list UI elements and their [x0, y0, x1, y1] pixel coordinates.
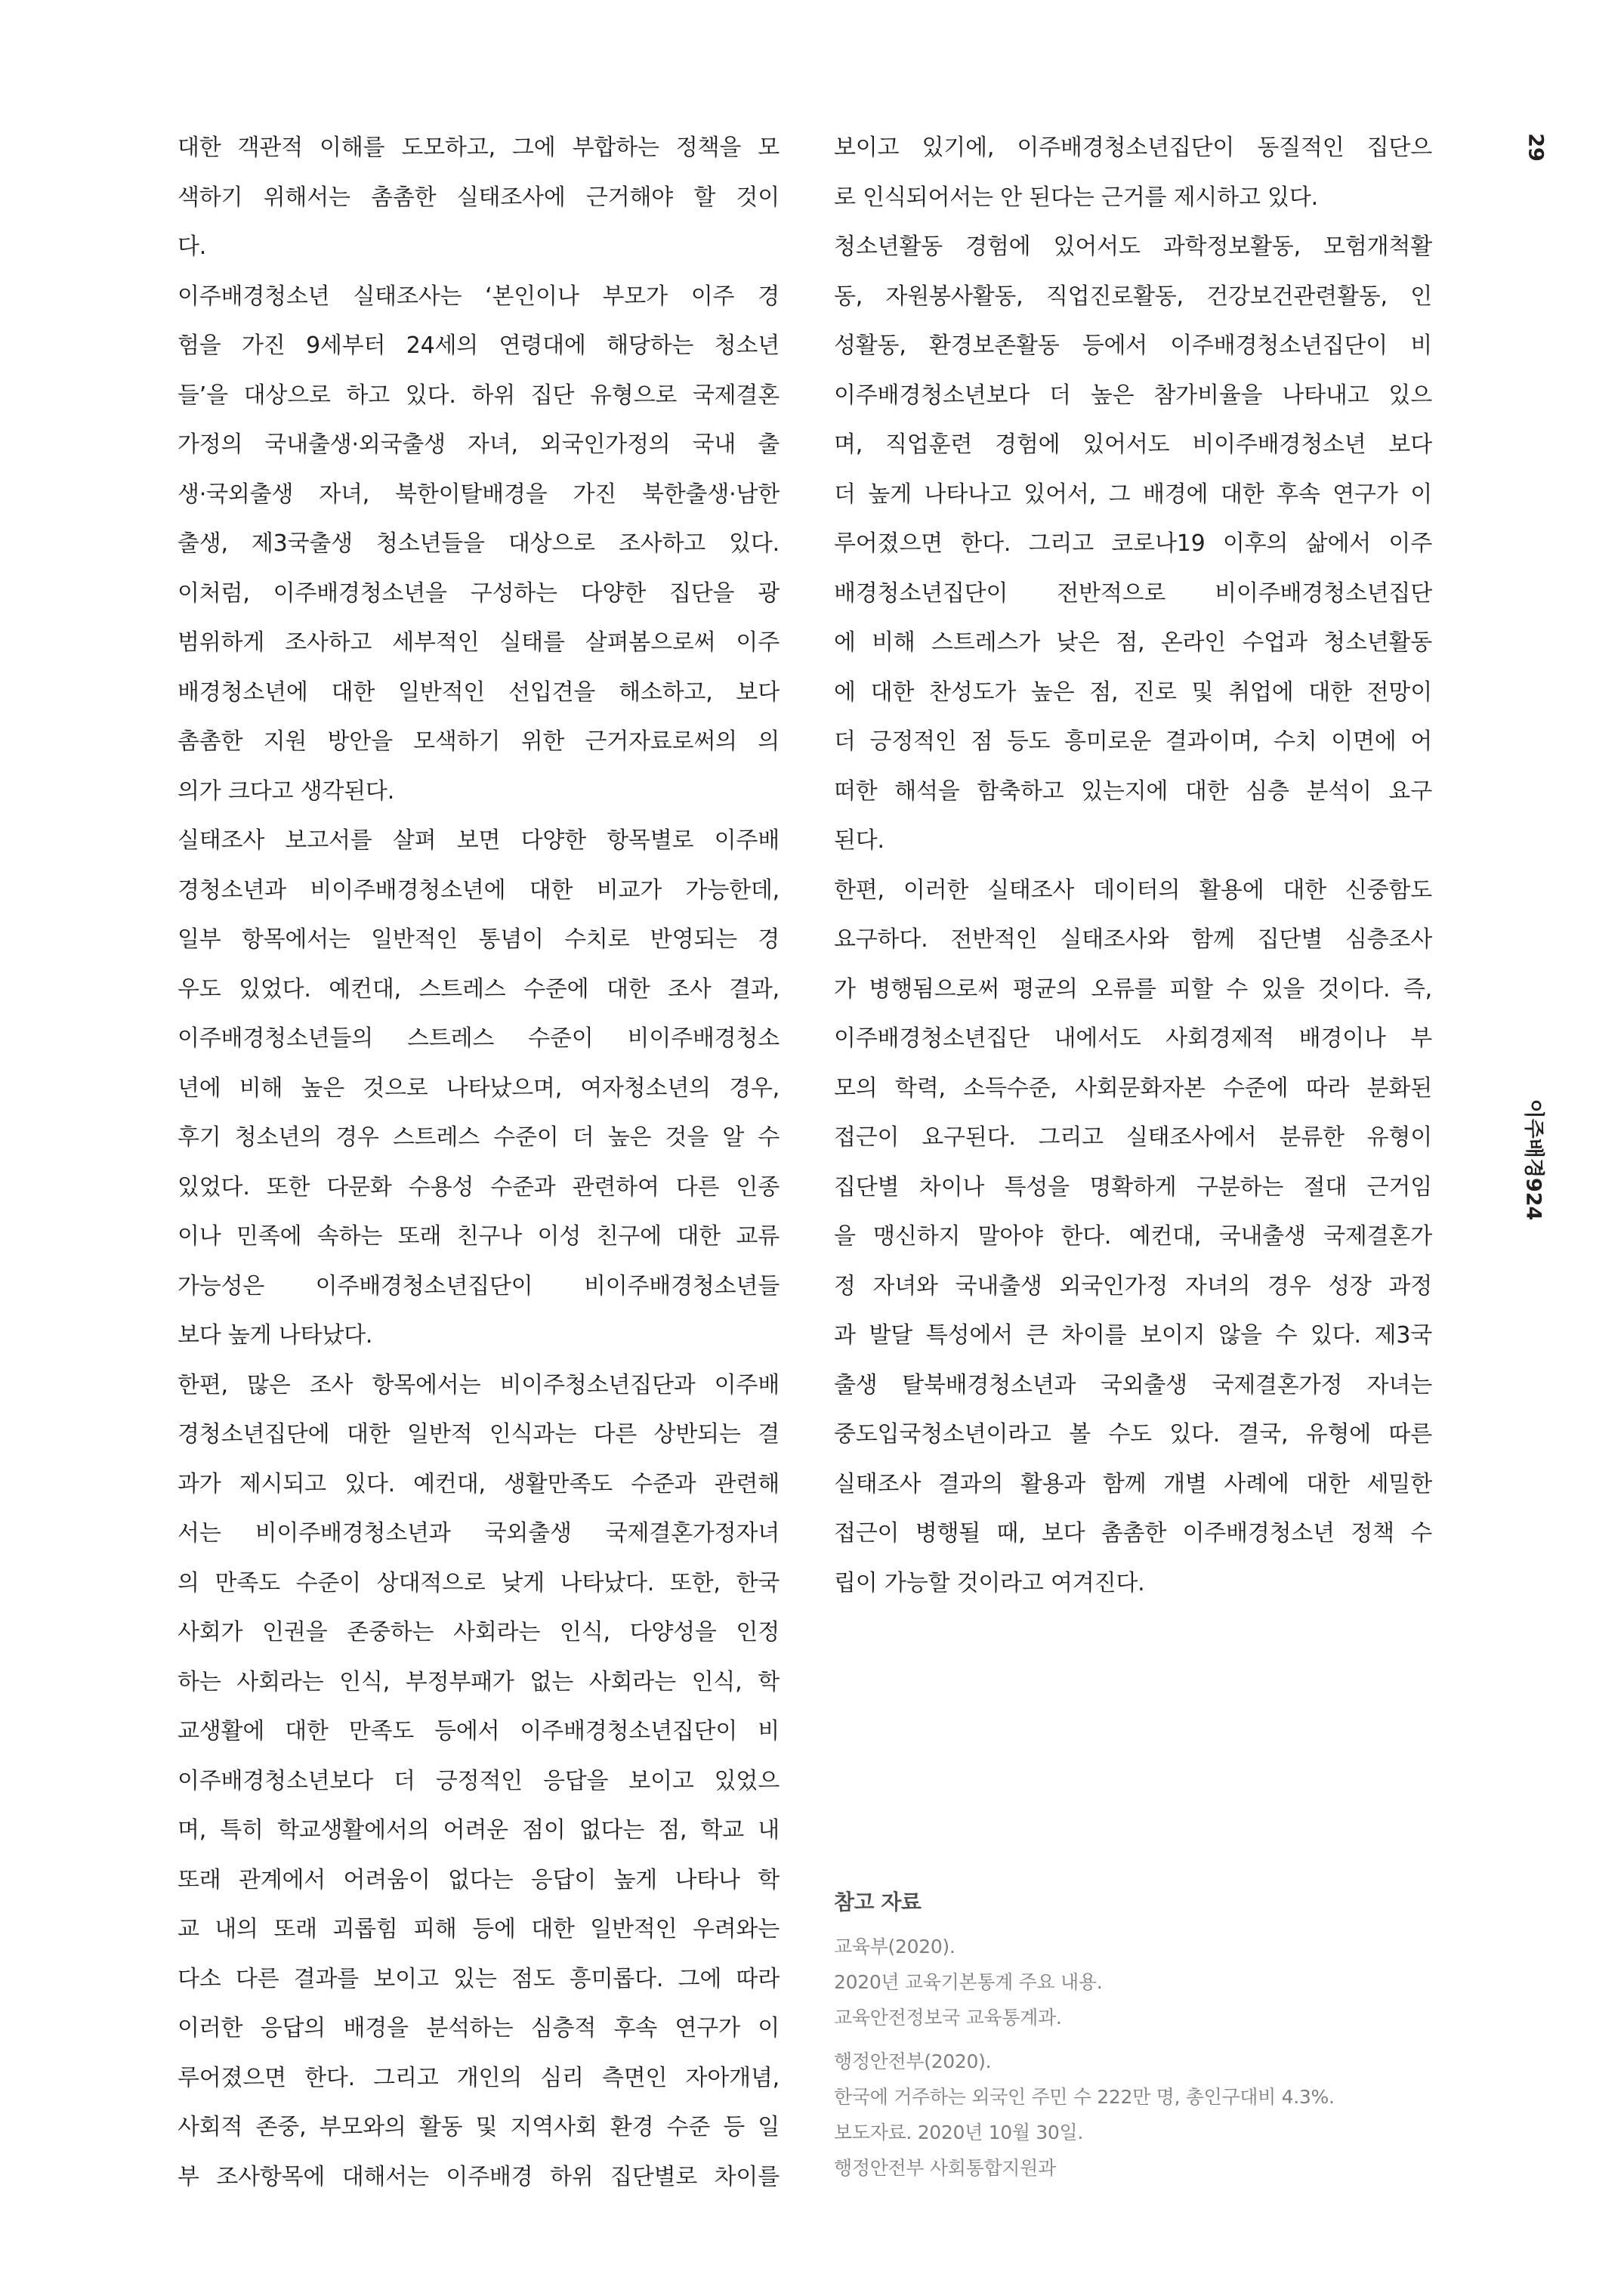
text-line: 과가 제시되고 있다. 예컨대, 생활만족도 수준과 관련해	[178, 1470, 780, 1497]
text-line: 된다.	[834, 827, 885, 854]
text-line: 가정의 국내출생·외국출생 자녀, 외국인가정의 국내 출	[178, 431, 780, 458]
reference-entry	[834, 1929, 1432, 2035]
text-line: 이주배경청소년 실태조사는 ‘본인이나 부모가 이주 경	[178, 283, 780, 310]
text-line: 루어졌으면 한다. 그리고 개인의 심리 측면인 자아개념,	[178, 2064, 780, 2091]
text-line: 다소 다른 결과를 보이고 있는 점도 흥미롭다. 그에 따라	[178, 1965, 780, 1992]
text-line: 이주배경청소년보다 더 긍정적인 응답을 보이고 있었으	[178, 1767, 780, 1794]
text-line: 출생 탈북배경청소년과 국외출생 국제결혼가정 자녀는	[834, 1371, 1432, 1398]
text-line: 생·국외출생 자녀, 북한이탈배경을 가진 북한출생·남한	[178, 481, 780, 508]
reference-line: 2020년 교육기본통계 주요 내용.	[834, 1971, 1103, 1993]
text-line: 이나 민족에 속하는 또래 친구나 이성 친구에 대한 교류	[178, 1223, 780, 1250]
paragraph	[834, 222, 1432, 866]
reference-line: 행정안전부 사회통합지원과	[834, 2157, 1056, 2179]
text-line: 떠한 해석을 함축하고 있는지에 대한 심층 분석이 요구	[834, 777, 1432, 805]
text-line: 과 발달 특성에서 큰 차이를 보이지 않을 수 있다. 제3국	[834, 1322, 1432, 1349]
right-text-column	[834, 123, 1432, 1608]
text-line: 의 만족도 수준이 상대적으로 낮게 나타났다. 또한, 한국	[178, 1569, 780, 1596]
text-line: 교생활에 대한 만족도 등에서 이주배경청소년집단이 비	[178, 1718, 780, 1744]
text-line: 서는 비이주배경청소년과 국외출생 국제결혼가정자녀	[178, 1520, 780, 1547]
text-line: 며, 직업훈련 경험에 있어서도 비이주배경청소년 보다	[834, 431, 1432, 458]
text-line: 경청소년집단에 대한 일반적 인식과는 다른 상반되는 결	[178, 1421, 780, 1448]
text-line: 정 자녀와 국내출생 외국인가정 자녀의 경우 성장 과정	[834, 1272, 1432, 1299]
left-text-column	[178, 123, 780, 2202]
text-line: 을 맹신하지 말아야 한다. 예컨대, 국내출생 국제결혼가	[834, 1223, 1432, 1250]
reference-line: 교육안전정보국 교육통계과.	[834, 2007, 1062, 2029]
text-line: 있었다. 또한 다문화 수용성 수준과 관련하여 다른 인종	[178, 1173, 780, 1201]
text-line: 한편, 이러한 실태조사 데이터의 활용에 대한 신중함도	[834, 876, 1432, 904]
text-line: 후기 청소년의 경우 스트레스 수준이 더 높은 것을 알 수	[178, 1124, 780, 1151]
paragraph	[834, 123, 1432, 222]
text-line: 색하기 위해서는 촘촘한 실태조사에 근거해야 할 것이	[178, 184, 780, 211]
text-line: 하는 사회라는 인식, 부정부패가 없는 사회라는 인식, 학	[178, 1668, 780, 1695]
text-line: 년에 비해 높은 것으로 나타났으며, 여자청소년의 경우,	[178, 1074, 780, 1102]
text-line: 보다 높게 나타났다.	[178, 1322, 373, 1349]
text-line: 교 내의 또래 괴롭힘 피해 등에 대한 일반적인 우려와는	[178, 1916, 780, 1942]
text-line: 집단별 차이나 특성을 명확하게 구분하는 절대 근거임	[834, 1173, 1432, 1201]
paragraph	[178, 272, 780, 817]
text-line: 에 대한 찬성도가 높은 점, 진로 및 취업에 대한 전망이	[834, 678, 1432, 706]
reference-entry	[834, 2044, 1432, 2186]
paragraph	[178, 816, 780, 1361]
text-line: 에 비해 스트레스가 낮은 점, 온라인 수업과 청소년활동	[834, 629, 1432, 656]
text-line: 이주배경청소년집단 내에서도 사회경제적 배경이나 부	[834, 1025, 1432, 1052]
text-line: 촘촘한 지원 방안을 모색하기 위한 근거자료로써의 의	[178, 728, 780, 755]
references-heading: 참고 자료	[834, 1890, 922, 1914]
text-line: 우도 있었다. 예컨대, 스트레스 수준에 대한 조사 결과,	[178, 975, 780, 1003]
text-line: 청소년활동 경험에 있어서도 과학정보활동, 모험개척활	[834, 233, 1432, 260]
text-line: 또래 관계에서 어려움이 없다는 응답이 높게 나타나 학	[178, 1866, 780, 1893]
text-line: 가능성은 이주배경청소년집단이 비이주배경청소년들	[178, 1272, 780, 1299]
paragraph	[178, 123, 780, 272]
text-line: 배경청소년집단이 전반적으로 비이주배경청소년집단	[834, 579, 1432, 607]
text-line: 립이 가능할 것이라고 여겨진다.	[834, 1569, 1145, 1596]
text-line: 다.	[178, 233, 207, 260]
text-line: 요구하다. 전반적인 실태조사와 함께 집단별 심층조사	[834, 926, 1432, 953]
references-list	[834, 1929, 1432, 2186]
text-line: 더 높게 나타나고 있어서, 그 배경에 대한 후속 연구가 이	[834, 481, 1432, 508]
reference-line: 교육부(2020).	[834, 1936, 956, 1958]
text-line: 일부 항목에서는 일반적인 통념이 수치로 반영되는 경	[178, 926, 780, 953]
text-line: 이주배경청소년들의 스트레스 수준이 비이주배경청소	[178, 1025, 780, 1052]
text-line: 루어졌으면 한다. 그리고 코로나19 이후의 삶에서 이주	[834, 530, 1432, 557]
text-line: 한편, 많은 조사 항목에서는 비이주청소년집단과 이주배	[178, 1371, 780, 1398]
text-line: 험을 가진 9세부터 24세의 연령대에 해당하는 청소년	[178, 332, 780, 359]
text-line: 가 병행됨으로써 평균의 오류를 피할 수 있을 것이다. 즉,	[834, 975, 1432, 1003]
text-line: 접근이 요구된다. 그리고 실태조사에서 분류한 유형이	[834, 1124, 1432, 1151]
text-line: 실태조사 결과의 활용과 함께 개별 사례에 대한 세밀한	[834, 1470, 1432, 1497]
text-line: 사회적 존중, 부모와의 활동 및 지역사회 환경 수준 등 일	[178, 2114, 780, 2140]
reference-line: 한국에 거주하는 외국인 주민 수 222만 명, 총인구대비 4.3%.	[834, 2086, 1335, 2108]
text-line: 실태조사 보고서를 살펴 보면 다양한 항목별로 이주배	[178, 827, 780, 854]
paragraph	[178, 1361, 780, 2202]
text-line: 며, 특히 학교생활에서의 어려운 점이 없다는 점, 학교 내	[178, 1817, 780, 1843]
text-line: 경청소년과 비이주배경청소년에 대한 비교가 가능한데,	[178, 876, 780, 904]
text-line: 동, 자원봉사활동, 직업진로활동, 건강보건관련활동, 인	[834, 283, 1432, 310]
reference-line: 행정안전부(2020).	[834, 2050, 992, 2072]
paragraph	[834, 866, 1432, 1608]
text-line: 성활동, 환경보존활동 등에서 이주배경청소년집단이 비	[834, 332, 1432, 359]
text-line: 범위하게 조사하고 세부적인 실태를 살펴봄으로써 이주	[178, 629, 780, 656]
text-line: 배경청소년에 대한 일반적인 선입견을 해소하고, 보다	[178, 678, 780, 706]
page-number: 29	[1524, 133, 1548, 162]
text-line: 중도입국청소년이라고 볼 수도 있다. 결국, 유형에 따른	[834, 1421, 1432, 1448]
text-line: 들’을 대상으로 하고 있다. 하위 집단 유형으로 국제결혼	[178, 382, 780, 409]
text-line: 이주배경청소년보다 더 높은 참가비율을 나타내고 있으	[834, 382, 1432, 409]
reference-line: 보도자료. 2020년 10월 30일.	[834, 2121, 1084, 2143]
text-line: 대한 객관적 이해를 도모하고, 그에 부합하는 정책을 모	[178, 134, 780, 161]
text-line: 접근이 병행될 때, 보다 촘촘한 이주배경청소년 정책 수	[834, 1520, 1432, 1547]
text-line: 부 조사항목에 대해서는 이주배경 하위 집단별로 차이를	[178, 2163, 780, 2190]
magazine-side-label: 이주배경924	[1521, 1099, 1545, 1221]
text-line: 보이고 있기에, 이주배경청소년집단이 동질적인 집단으	[834, 134, 1432, 161]
text-line: 출생, 제3국출생 청소년들을 대상으로 조사하고 있다.	[178, 530, 780, 557]
text-line: 모의 학력, 소득수준, 사회문화자본 수준에 따라 분화된	[834, 1074, 1432, 1102]
text-line: 더 긍정적인 점 등도 흥미로운 결과이며, 수치 이면에 어	[834, 728, 1432, 755]
text-line: 로 인식되어서는 안 된다는 근거를 제시하고 있다.	[834, 184, 1318, 211]
text-line: 이처럼, 이주배경청소년을 구성하는 다양한 집단을 광	[178, 579, 780, 607]
text-line: 사회가 인권을 존중하는 사회라는 인식, 다양성을 인정	[178, 1619, 780, 1646]
text-line: 의가 크다고 생각된다.	[178, 777, 395, 805]
text-line: 이러한 응답의 배경을 분석하는 심층적 후속 연구가 이	[178, 2015, 780, 2041]
